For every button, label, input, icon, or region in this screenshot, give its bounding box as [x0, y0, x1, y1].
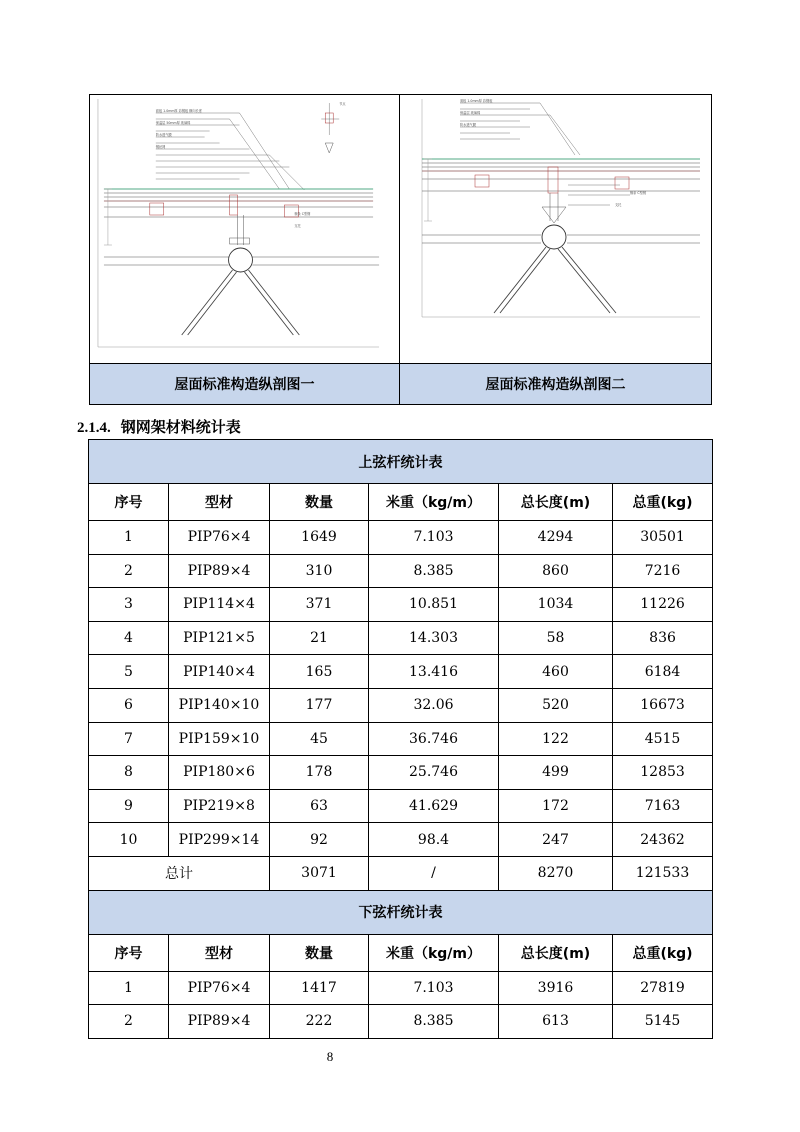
svg-text:防水透气膜: 防水透气膜 [155, 132, 172, 138]
svg-text:面板 1.0mm厚 彩钢板 横向长度: 面板 1.0mm厚 彩钢板 横向长度 [155, 108, 202, 114]
cell-index: 4 [89, 621, 169, 655]
section-number: 2.1.4. [77, 420, 111, 436]
column-header: 序号 [89, 934, 169, 971]
cell-profile: PIP140×4 [169, 655, 270, 689]
section-title: 钢网架材料统计表 [120, 418, 241, 436]
table-row [89, 1005, 713, 1039]
svg-text:节点: 节点 [339, 101, 346, 107]
svg-text:保温层 玻璃棉: 保温层 玻璃棉 [460, 111, 481, 115]
cell-weight: 5145 [613, 1005, 713, 1039]
cell-profile: PIP89×4 [169, 1005, 270, 1039]
cell-length: 58 [499, 621, 613, 655]
cell-index: 10 [89, 823, 169, 857]
total-label: 总计 [89, 856, 270, 890]
table-row [89, 789, 713, 823]
cell-count: 63 [270, 789, 369, 823]
cell-count: 92 [270, 823, 369, 857]
cell-index: 2 [89, 1005, 169, 1039]
total-length: 8270 [499, 856, 613, 890]
column-header: 总重(kg) [613, 934, 713, 971]
cell-length: 499 [499, 756, 613, 790]
column-header: 总重(kg) [613, 484, 713, 521]
cell-length: 1034 [499, 588, 613, 622]
column-header: 总长度(m) [499, 484, 613, 521]
cell-index: 1 [89, 521, 169, 555]
cell-weight: 6184 [613, 655, 713, 689]
cell-unit-weight: 25.746 [369, 756, 499, 790]
steel-grid-material-table [88, 439, 713, 1039]
total-row [89, 856, 713, 890]
cell-weight: 12853 [613, 756, 713, 790]
column-header: 米重（kg/m） [369, 484, 499, 521]
cell-profile: PIP140×10 [169, 688, 270, 722]
table-row [89, 621, 713, 655]
cell-profile: PIP76×4 [169, 971, 270, 1005]
table-header-row [89, 934, 713, 971]
svg-text:保温层 50mm厚 玻璃棉: 保温层 50mm厚 玻璃棉 [155, 120, 191, 126]
cell-index: 2 [89, 554, 169, 588]
column-header: 型材 [169, 934, 270, 971]
column-header: 数量 [270, 484, 369, 521]
column-header: 总长度(m) [499, 934, 613, 971]
svg-text:面板 1.0mm厚 彩钢板: 面板 1.0mm厚 彩钢板 [460, 99, 493, 103]
cell-unit-weight: 8.385 [369, 554, 499, 588]
cell-count: 371 [270, 588, 369, 622]
section-heading [77, 416, 241, 437]
cell-unit-weight: 7.103 [369, 521, 499, 555]
roof-section-drawing-1 [90, 95, 400, 363]
cell-index: 8 [89, 756, 169, 790]
cell-profile: PIP114×4 [169, 588, 270, 622]
cell-count: 177 [270, 688, 369, 722]
cell-profile: PIP89×4 [169, 554, 270, 588]
table-row [89, 823, 713, 857]
cell-length: 460 [499, 655, 613, 689]
table-row [89, 971, 713, 1005]
cell-count: 1417 [270, 971, 369, 1005]
cell-index: 7 [89, 722, 169, 756]
cell-profile: PIP180×6 [169, 756, 270, 790]
cell-count: 165 [270, 655, 369, 689]
cell-weight: 30501 [613, 521, 713, 555]
cell-unit-weight: 36.746 [369, 722, 499, 756]
total-weight: 121533 [613, 856, 713, 890]
table-title-row [89, 440, 713, 484]
table-row [89, 688, 713, 722]
svg-text:檩条 C型钢: 檩条 C型钢 [294, 211, 311, 217]
cell-weight: 11226 [613, 588, 713, 622]
cell-count: 178 [270, 756, 369, 790]
cell-unit-weight: 8.385 [369, 1005, 499, 1039]
cell-count: 21 [270, 621, 369, 655]
svg-text:防水透气膜: 防水透气膜 [460, 123, 476, 127]
cell-index: 5 [89, 655, 169, 689]
cell-length: 4294 [499, 521, 613, 555]
cell-weight: 16673 [613, 688, 713, 722]
cell-unit-weight: 13.416 [369, 655, 499, 689]
cell-unit-weight: 32.06 [369, 688, 499, 722]
table-row [89, 521, 713, 555]
cell-unit-weight: 98.4 [369, 823, 499, 857]
table-row [89, 655, 713, 689]
cell-profile: PIP121×5 [169, 621, 270, 655]
lower-chord-title: 下弦杆统计表 [89, 890, 713, 934]
table-row [89, 756, 713, 790]
svg-text:支托: 支托 [294, 223, 301, 229]
cell-length: 3916 [499, 971, 613, 1005]
svg-text:支托: 支托 [615, 203, 622, 207]
page-number: 8 [326, 1049, 334, 1064]
cell-count: 1649 [270, 521, 369, 555]
upper-chord-title: 上弦杆统计表 [89, 440, 713, 484]
cell-length: 172 [499, 789, 613, 823]
figure-caption-2: 屋面标准构造纵剖图二 [400, 363, 711, 404]
cell-weight: 7163 [613, 789, 713, 823]
figure-table [89, 94, 712, 405]
cell-index: 6 [89, 688, 169, 722]
cad-drawing-2 [400, 95, 711, 363]
cell-weight: 7216 [613, 554, 713, 588]
column-header: 数量 [270, 934, 369, 971]
cell-index: 9 [89, 789, 169, 823]
cell-profile: PIP219×8 [169, 789, 270, 823]
column-header: 米重（kg/m） [369, 934, 499, 971]
cell-length: 247 [499, 823, 613, 857]
table-header-row [89, 484, 713, 521]
cell-unit-weight: 41.629 [369, 789, 499, 823]
cell-length: 520 [499, 688, 613, 722]
column-header: 序号 [89, 484, 169, 521]
cell-count: 310 [270, 554, 369, 588]
cell-count: 222 [270, 1005, 369, 1039]
table-title-row [89, 890, 713, 934]
cell-weight: 24362 [613, 823, 713, 857]
roof-section-drawing-2 [400, 95, 711, 363]
table-row [89, 588, 713, 622]
cell-length: 122 [499, 722, 613, 756]
cell-weight: 836 [613, 621, 713, 655]
cell-count: 45 [270, 722, 369, 756]
cell-unit-weight: 10.851 [369, 588, 499, 622]
cell-length: 613 [499, 1005, 613, 1039]
cell-profile: PIP159×10 [169, 722, 270, 756]
cell-profile: PIP76×4 [169, 521, 270, 555]
cell-weight: 4515 [613, 722, 713, 756]
table-row [89, 554, 713, 588]
cell-index: 1 [89, 971, 169, 1005]
total-count: 3071 [270, 856, 369, 890]
column-header: 型材 [169, 484, 270, 521]
cell-index: 3 [89, 588, 169, 622]
cell-weight: 27819 [613, 971, 713, 1005]
table-row [89, 722, 713, 756]
cad-drawing-1 [90, 95, 399, 363]
figure-caption-1: 屋面标准构造纵剖图一 [90, 363, 400, 404]
cell-unit-weight: 14.303 [369, 621, 499, 655]
svg-text:檩条 C型钢: 檩条 C型钢 [630, 191, 646, 195]
cell-length: 860 [499, 554, 613, 588]
svg-text:钢丝网: 钢丝网 [155, 144, 166, 150]
cell-unit-weight: 7.103 [369, 971, 499, 1005]
total-unit-weight: / [369, 856, 499, 890]
cell-profile: PIP299×14 [169, 823, 270, 857]
